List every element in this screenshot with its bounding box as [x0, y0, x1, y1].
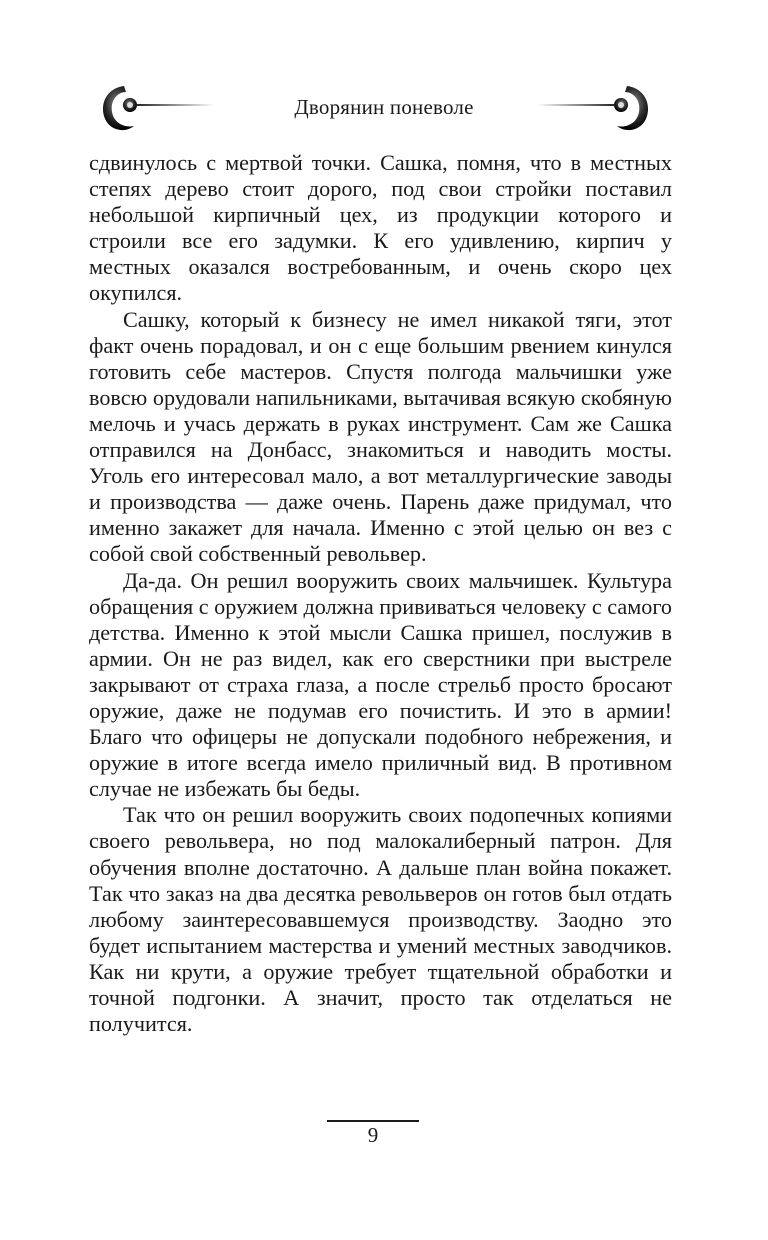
footer-rule — [327, 1120, 419, 1122]
paragraph-4: Так что он решил вооружить своих подопечных копиями своего револьвера, но под малокалиберный патрон. Для обучения вполне достаточно. А дальше план война покажет. Так что заказ на два десятка револьверов он готов был отдать любому заинтересовавшемуся производству. Заодно это будет испытанием мастерства и умений местных заводчиков. Как ни крути, а оружие требует тщательной обработки и точной подгонки. А значит, просто так отделаться не получится. — [89, 802, 672, 1037]
page-number: 9 — [367, 1123, 379, 1147]
paragraph-1: сдвинулось с мертвой точки. Сашка, помня, что в местных степях дерево стоит дорого, под свои стройки поставил небольшой кирпичный цех, из продукции которого и строили все его задумки. К его удивлению, кирпич у местных оказался востребованным, и очень скоро цех окупился. — [89, 150, 672, 306]
running-header-title: Дворянин поневоле — [294, 95, 474, 119]
right-ornament-icon — [535, 78, 655, 138]
paragraph-3: Да-да. Он решил вооружить своих мальчишек. Культура обращения с оружием должна прививаться человеку с самого детства. Именно к этой мысли Сашка пришел, послужив в армии. Он не раз видел, как его сверстники при выстреле закрывают от страха глаза, а после стрельб просто бросают оружие, даже не подумав его почистить. И это в армии! Благо что офицеры не допускали подобного небрежения, и оружие в итоге всегда имело приличный вид. В противном случае не избежать бы беды. — [89, 567, 672, 802]
page-body-text — [89, 150, 672, 1037]
running-header — [0, 78, 768, 138]
paragraph-2: Сашку, который к бизнесу не имел никакой тяги, этот факт очень порадовал, и он с еще большим рвением кинулся готовить себе мастеров. Спустя полгода мальчишки уже вовсю орудовали напильниками, вытачивая всякую скобяную мелочь и учась держать в руках инструмент. Сам же Сашка отправился на Донбасс, знакомиться и наводить мосты. Уголь его интересовал мало, а вот металлургические заводы и производства — даже очень. Парень даже придумал, что именно закажет для начала. Именно с этой целью он вез с собой свой собственный револьвер. — [89, 306, 672, 567]
